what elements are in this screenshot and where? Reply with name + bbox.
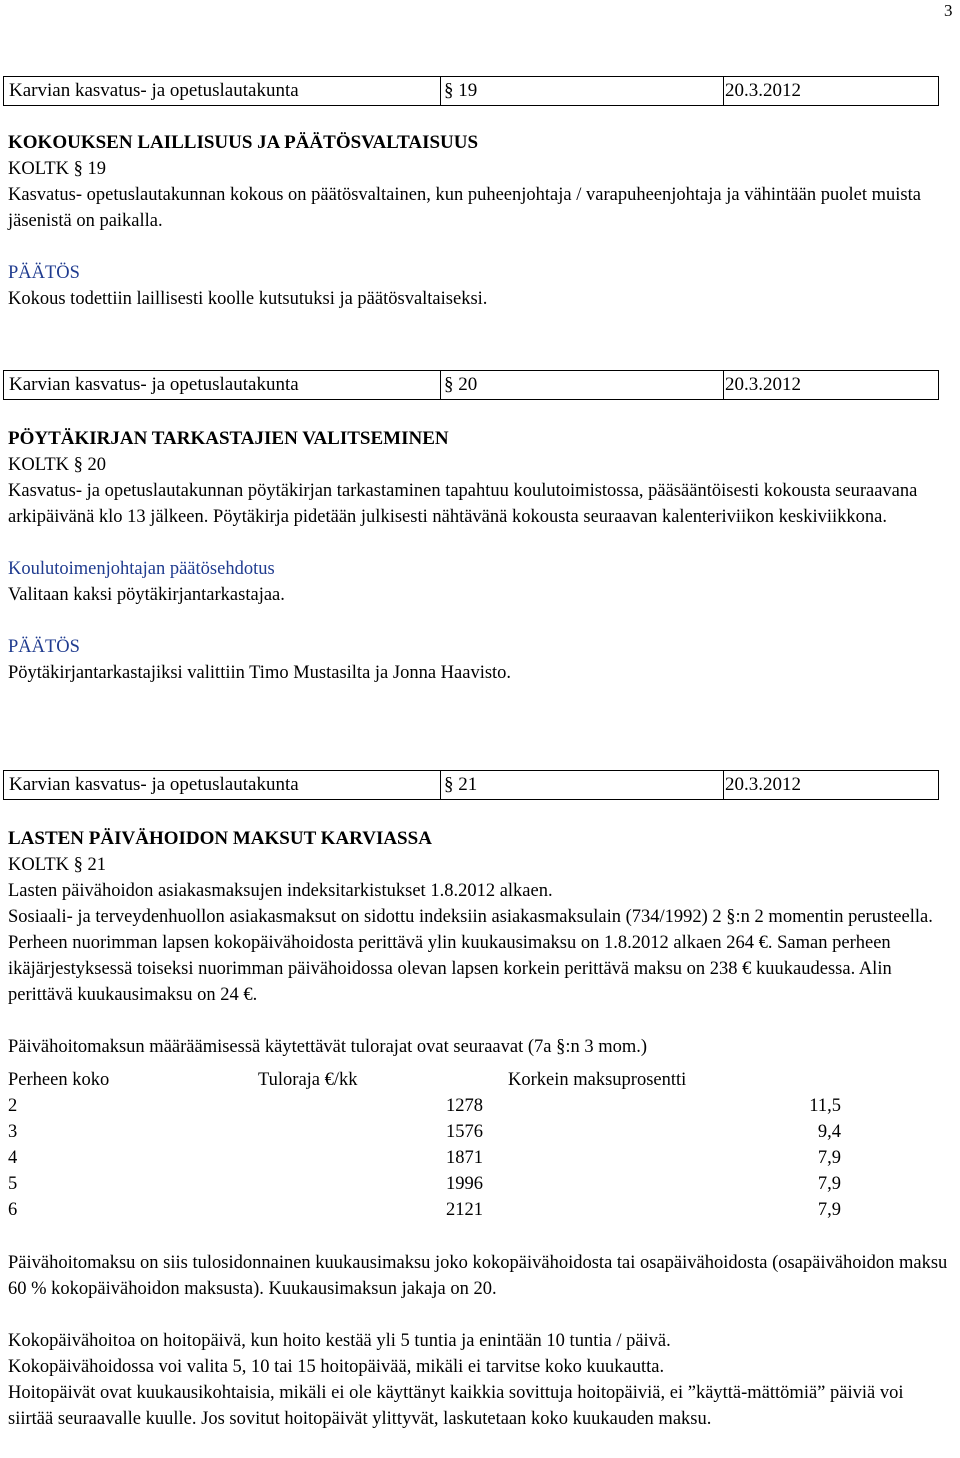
header-committee: Karvian kasvatus- ja opetuslautakunta (4, 771, 441, 799)
section-21-tail (8, 1250, 953, 1432)
table-row (8, 1171, 841, 1197)
table-cell-income-limit: 1278 (446, 1096, 483, 1116)
table-row (8, 1145, 841, 1171)
section-19-body (8, 130, 953, 312)
page-number: 3 (944, 1, 953, 20)
care-day-paragraph-2: Kokopäivähoidossa voi valita 5, 10 tai 15 hoitopäivää, mikäli ei tarvitse koko kuukautta. (8, 1357, 665, 1377)
proposal-label: Koulutoimenjohtajan päätösehdotus (8, 559, 275, 579)
section-21-body (8, 826, 953, 1060)
table-cell-income-limit: 1576 (446, 1122, 483, 1142)
header-committee: Karvian kasvatus- ja opetuslautakunta (4, 77, 441, 105)
section-title: LASTEN PÄIVÄHOIDON MAKSUT KARVIASSA (8, 828, 432, 849)
table-cell-income-limit: 1871 (446, 1148, 483, 1168)
income-limit-table (8, 1067, 841, 1223)
body-text: Kasvatus- opetuslautakunnan kokous on päätösvaltainen, kun puheenjohtaja / varapuheenjohtaja ja vähintään puolet muista jäsenistä on paikalla. (8, 185, 921, 231)
decision-text: Kokous todettiin laillisesti koolle kutsutuksi ja päätösvaltaiseksi. (8, 289, 488, 309)
table-intro: Päivähoitomaksun määräämisessä käytettävät tulorajat ovat seuraavat (7a §:n 3 mom.) (8, 1037, 648, 1057)
section-header-20 (3, 370, 939, 400)
table-cell-max-percent: 7,9 (817, 1174, 841, 1194)
fee-basis-paragraph: Päivähoitomaksu on siis tulosidonnainen kuukausimaksu joko kokopäivähoidosta tai osapäivähoidosta (osapäivähoidon maksu 60 % kokopäivähoidon maksusta). Kuukausimaksun jakaja on 20. (8, 1253, 948, 1299)
care-day-paragraph-1: Kokopäivähoitoa on hoitopäivä, kun hoito kestää yli 5 tuntia ja enintään 10 tuntia / päivä. (8, 1331, 671, 1351)
table-cell-family-size: 5 (8, 1174, 18, 1194)
table-cell-family-size: 3 (8, 1122, 18, 1142)
table-row (8, 1119, 841, 1145)
decision-label: PÄÄTÖS (8, 263, 80, 283)
body-text: Sosiaali- ja terveydenhuollon asiakasmaksut on sidottu indeksiin asiakasmaksulain (734/1992) 2 §:n 2 momentin perusteella. Perheen nuorimman lapsen kokopäivähoidosta perittävä ylin kuukausimaksu on 1.8.2012 alkaen 264 €. Saman perheen ikäjärjestyksessä toiseksi nuorimman päivähoidossa olevan lapsen korkein perittävä maksu on 238 € kuukaudessa. Alin perittävä kuukausimaksu on 24 €. (8, 907, 933, 1005)
section-header-19 (3, 76, 939, 106)
table-cell-family-size: 2 (8, 1096, 18, 1116)
table-row (8, 1093, 841, 1119)
table-cell-max-percent: 7,9 (817, 1148, 841, 1168)
table-header: Tuloraja €/kk (258, 1070, 358, 1090)
section-title: PÖYTÄKIRJAN TARKASTAJIEN VALITSEMINEN (8, 428, 449, 449)
table-cell-income-limit: 1996 (446, 1174, 483, 1194)
header-section-number: § 21 (441, 771, 724, 799)
header-section-number: § 19 (441, 77, 724, 105)
table-cell-max-percent: 9,4 (817, 1122, 841, 1142)
table-header: Perheen koko (8, 1070, 110, 1090)
table-row (8, 1197, 841, 1223)
table-cell-family-size: 4 (8, 1148, 18, 1168)
decision-text: Pöytäkirjantarkastajiksi valittiin Timo Mustasilta ja Jonna Haavisto. (8, 663, 512, 683)
section-title: KOKOUKSEN LAILLISUUS JA PÄÄTÖSVALTAISUUS (8, 132, 479, 153)
care-day-paragraph-3: Hoitopäivät ovat kuukausikohtaisia, mikäli ei ole käyttänyt kaikkia sovittuja hoitopäiviä, ei ”käyttä-mättömiä” päiviä voi siirtää seuraavalle kuulle. Jos sovitut hoitopäivät ylittyvät, laskutetaan koko kuukauden maksu. (8, 1383, 904, 1429)
table-cell-family-size: 6 (8, 1200, 18, 1220)
koltk-ref: KOLTK § 19 (8, 159, 106, 179)
header-date: 20.3.2012 (725, 374, 801, 395)
koltk-ref: KOLTK § 21 (8, 855, 106, 875)
table-header-row (8, 1067, 841, 1093)
header-committee: Karvian kasvatus- ja opetuslautakunta (4, 371, 441, 399)
decision-label: PÄÄTÖS (8, 637, 80, 657)
body-text: Kasvatus- ja opetuslautakunnan pöytäkirjan tarkastaminen tapahtuu koulutoimistossa, pääsääntöisesti kokousta seuraavana arkipäivänä klo 13 jälkeen. Pöytäkirja pidetään julkisesti nähtävänä kokousta seuraavan kalenteriviikon keskiviikkona. (8, 481, 918, 527)
header-section-number: § 20 (441, 371, 724, 399)
section-20-body (8, 426, 953, 686)
header-date: 20.3.2012 (725, 80, 801, 101)
koltk-ref: KOLTK § 20 (8, 455, 106, 475)
table-header: Korkein maksuprosentti (508, 1070, 687, 1090)
table-cell-max-percent: 7,9 (817, 1200, 841, 1220)
table-cell-max-percent: 11,5 (809, 1096, 841, 1116)
intro-line: Lasten päivähoidon asiakasmaksujen indeksitarkistukset 1.8.2012 alkaen. (8, 881, 553, 901)
section-header-21 (3, 770, 939, 800)
header-date: 20.3.2012 (725, 774, 801, 795)
proposal-text: Valitaan kaksi pöytäkirjantarkastajaa. (8, 585, 285, 605)
table-cell-income-limit: 2121 (446, 1200, 483, 1220)
